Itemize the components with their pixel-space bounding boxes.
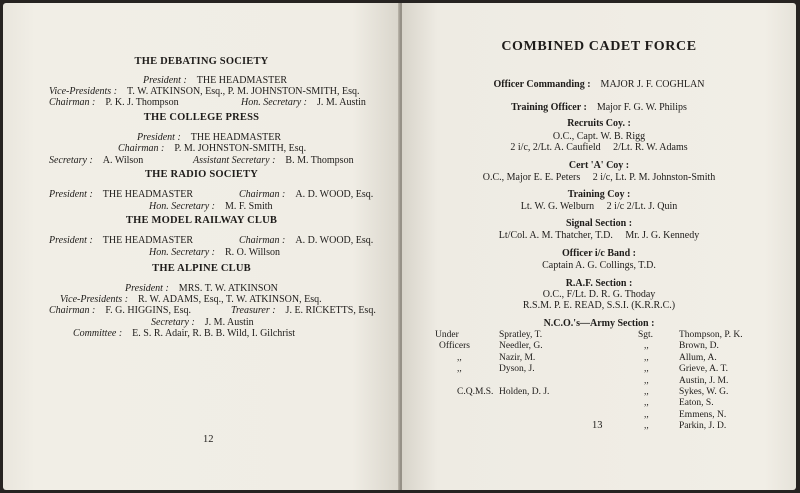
label: Chairman : — [239, 189, 286, 200]
label: Chairman : — [118, 143, 165, 154]
value: T. W. ATKINSON, Esq., P. M. JOHNSTON-SMITH, Esq. — [127, 86, 360, 97]
nco-name: Brown, D. — [679, 341, 719, 352]
debating-society-title: THE DEBATING SOCIETY — [134, 56, 269, 67]
label: Vice-Presidents : — [60, 294, 129, 305]
alpine-club-title: THE ALPINE CLUB — [152, 263, 251, 274]
nco-rank: ,, — [644, 341, 649, 352]
value: THE HEADMASTER — [102, 189, 194, 200]
officer-commanding-row — [402, 74, 796, 92]
nco-name-column-2 — [679, 330, 743, 433]
value: P. M. JOHNSTON-SMITH, Esq. — [174, 143, 307, 154]
training-coy-heading: Training Coy : — [567, 189, 631, 200]
nco-rank: ,, — [644, 409, 649, 420]
nco-heading: N.C.O.'s—Army Section : — [543, 318, 655, 329]
label: Vice-Presidents : — [49, 86, 118, 97]
label: Treasurer : — [231, 305, 276, 316]
college-press-title: THE COLLEGE PRESS — [143, 112, 260, 123]
label: Secretary : — [49, 155, 93, 166]
nco-rank-column-1 — [435, 330, 493, 398]
nco-name-column-1 — [499, 330, 549, 398]
value: J. M. Austin — [204, 317, 254, 328]
nco-name: Allum, A. — [679, 352, 717, 363]
nco-rank: C.Q.M.S. — [457, 387, 494, 398]
nco-name: Dyson, J. — [499, 364, 535, 375]
nco-name: Grieve, A. T. — [679, 364, 728, 375]
value: E. S. R. Adair, R. B. B. Wild, I. Gilchrist — [132, 328, 296, 339]
signal-section-heading: Signal Section : — [565, 218, 633, 229]
nco-name: Eaton, S. — [679, 398, 714, 409]
label: President : — [143, 75, 187, 86]
band-heading: Officer i/c Band : — [562, 248, 636, 259]
nco-rank: ,, — [644, 352, 649, 363]
nco-name: Parkin, J. D. — [679, 421, 727, 432]
nco-name: Sykes, W. G. — [679, 387, 729, 398]
value: J. E. RICKETTS, Esq. — [285, 305, 376, 316]
label: Hon. Secretary : — [241, 97, 307, 108]
value: MAJOR J. F. COGHLAN — [600, 79, 705, 90]
label: Assistant Secretary : — [193, 155, 276, 166]
nco-rank-column-2 — [638, 330, 653, 433]
label: Secretary : — [151, 317, 195, 328]
nco-rank: ,, — [457, 352, 462, 363]
model-railway-title: THE MODEL RAILWAY CLUB — [125, 215, 278, 226]
nco-rank: Officers — [439, 341, 470, 352]
right-page — [402, 3, 796, 490]
value: R. W. ADAMS, Esq., T. W. ATKINSON, Esq. — [138, 294, 322, 305]
nco-rank — [435, 376, 493, 387]
recruits-line: 2 i/c, 2/Lt. A. Caufield 2/Lt. R. W. Adams — [510, 142, 688, 153]
value: B. M. Thompson — [285, 155, 354, 166]
value: A. D. WOOD, Esq. — [295, 189, 374, 200]
nco-rank: ,, — [644, 421, 649, 432]
nco-name — [499, 376, 549, 387]
page-number: 12 — [203, 434, 214, 445]
nco-name: Thompson, P. K. — [679, 330, 743, 340]
value: F. G. HIGGINS, Esq. — [105, 305, 191, 316]
nco-name: Emmens, N. — [679, 409, 727, 420]
railway-secretary-row — [149, 242, 280, 260]
nco-name: Austin, J. M. — [679, 375, 729, 386]
press-asst-secretary-row — [193, 150, 354, 168]
signal-section-line: Lt/Col. A. M. Thatcher, T.D. Mr. J. G. Kennedy — [498, 230, 700, 241]
value: J. M. Austin — [317, 97, 366, 108]
radio-secretary-row — [149, 196, 273, 214]
value: THE HEADMASTER — [196, 75, 288, 86]
nco-rank: ,, — [644, 398, 649, 409]
recruits-coy-heading: Recruits Coy. : — [567, 118, 631, 129]
raf-section-heading: R.A.F. Section : — [565, 278, 633, 289]
label: Chairman : — [49, 305, 96, 316]
value: THE HEADMASTER — [190, 132, 282, 143]
recruits-line: O.C., Capt. W. B. Rigg — [552, 131, 646, 142]
debating-chairman-row — [49, 92, 179, 110]
label: Chairman : — [239, 235, 286, 246]
cert-a-coy-line: O.C., Major E. E. Peters 2 i/c, Lt. P. M. Johnston-Smith — [482, 172, 716, 183]
value: THE HEADMASTER — [102, 235, 194, 246]
cadet-force-title: COMBINED CADET FORCE — [501, 39, 697, 54]
value: A. Wilson — [102, 155, 144, 166]
value: R. O. Willson — [225, 247, 280, 258]
nco-rank: ,, — [644, 364, 649, 375]
label: Training Officer : — [511, 102, 587, 113]
value: A. D. WOOD, Esq. — [295, 235, 374, 246]
value: P. K. J. Thompson — [105, 97, 179, 108]
label: President : — [49, 235, 93, 246]
nco-rank: ,, — [644, 375, 649, 386]
label: Officer Commanding : — [493, 79, 591, 90]
nco-rank: ,, — [644, 387, 649, 398]
label: President : — [125, 283, 169, 294]
nco-name: Needler, G. — [499, 341, 543, 352]
band-line: Captain A. G. Collings, T.D. — [542, 260, 656, 271]
booklet-spread — [3, 3, 796, 490]
label: Hon. Secretary : — [149, 201, 215, 212]
radio-society-title: THE RADIO SOCIETY — [144, 169, 259, 180]
value: M. F. Smith — [225, 201, 273, 212]
label: President : — [49, 189, 93, 200]
nco-name: Holden, D. J. — [499, 387, 550, 398]
nco-name: Nazir, M. — [499, 352, 536, 363]
page-number: 13 — [592, 420, 603, 431]
cert-a-coy-heading: Cert 'A' Coy : — [568, 160, 630, 171]
press-secretary-row — [49, 150, 143, 168]
raf-line: O.C., F/Lt. D. R. G. Thoday — [542, 289, 656, 300]
value: Major F. G. W. Philips — [596, 102, 687, 113]
nco-rank: Under — [435, 330, 459, 340]
label: Chairman : — [49, 97, 96, 108]
debating-secretary-row — [241, 92, 366, 110]
training-coy-line: Lt. W. G. Welburn 2 i/c 2/Lt. J. Quin — [520, 201, 678, 212]
alpine-committee-row — [73, 323, 295, 341]
nco-rank: Sgt. — [638, 330, 654, 340]
training-officer-row — [402, 97, 796, 115]
value: MRS. T. W. ATKINSON — [178, 283, 278, 294]
nco-rank: ,, — [457, 364, 462, 375]
label: President : — [137, 132, 181, 143]
label: Hon. Secretary : — [149, 247, 215, 258]
label: Committee : — [73, 328, 123, 339]
left-page — [3, 3, 400, 490]
raf-line: R.S.M. P. E. READ, S.S.I. (K.R.R.C.) — [522, 300, 676, 311]
nco-name: Spratley, T. — [499, 330, 543, 340]
